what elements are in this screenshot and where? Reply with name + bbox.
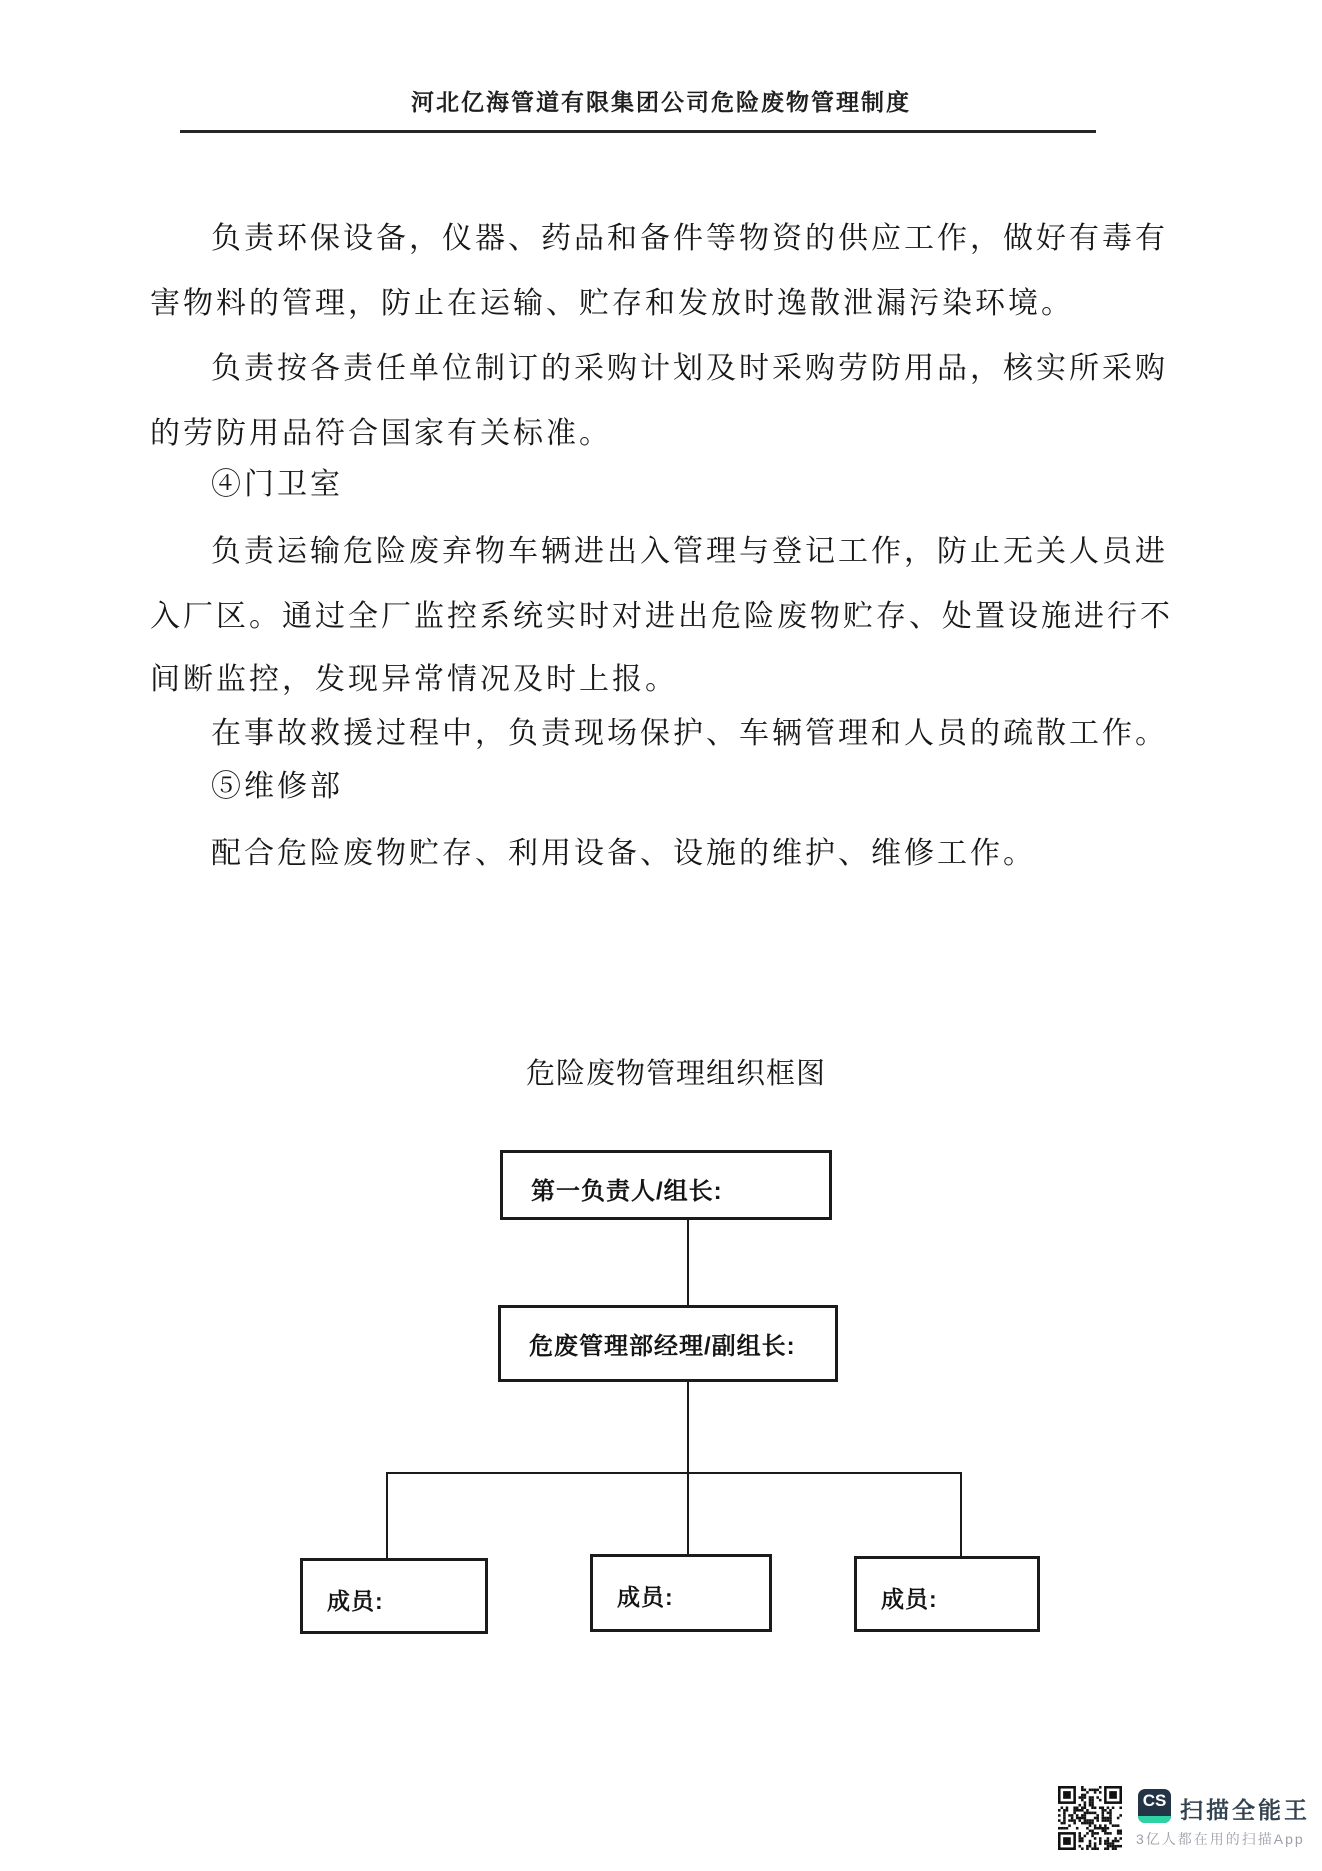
connector-drop-member-3 bbox=[960, 1472, 962, 1557]
org-node-deputy bbox=[498, 1305, 838, 1382]
camscanner-logo-text: CS bbox=[1142, 1791, 1167, 1810]
org-node-member-3 bbox=[854, 1556, 1040, 1632]
connector-deputy-bus bbox=[687, 1381, 689, 1473]
body-line: 入厂区。通过全厂监控系统实时对进出危险废物贮存、处置设施进行不 bbox=[150, 600, 1173, 633]
org-node-member-3-label: 成员: bbox=[881, 1586, 938, 1612]
org-node-member-1-label: 成员: bbox=[327, 1588, 384, 1614]
section-heading-gatehouse: ④门卫室 bbox=[211, 468, 343, 501]
body-line: 害物料的管理，防止在运输、贮存和发放时逸散泄漏污染环境。 bbox=[150, 287, 1074, 320]
header-rule bbox=[180, 130, 1096, 133]
org-node-member-2 bbox=[590, 1554, 772, 1632]
page-header-title: 河北亿海管道有限集团公司危险废物管理制度 bbox=[411, 90, 911, 115]
body-line: 负责按各责任单位制订的采购计划及时采购劳防用品，核实所采购 bbox=[211, 352, 1168, 385]
org-node-member-2-label: 成员: bbox=[617, 1584, 674, 1610]
connector-drop-member-2 bbox=[687, 1472, 689, 1555]
org-node-leader bbox=[500, 1150, 832, 1220]
body-line: 负责环保设备，仪器、药品和备件等物资的供应工作，做好有毒有 bbox=[211, 222, 1168, 255]
body-line: 配合危险废物贮存、利用设备、设施的维护、维修工作。 bbox=[211, 837, 1036, 870]
section-heading-maintenance: ⑤维修部 bbox=[211, 770, 343, 803]
connector-bus bbox=[386, 1472, 962, 1474]
org-node-member-1 bbox=[300, 1558, 488, 1634]
qr-code bbox=[1058, 1786, 1122, 1850]
body-line: 负责运输危险废弃物车辆进出入管理与登记工作，防止无关人员进 bbox=[211, 535, 1168, 568]
org-node-deputy-label: 危废管理部经理/副组长: bbox=[529, 1333, 796, 1360]
connector-leader-deputy bbox=[687, 1219, 689, 1307]
scanner-app-tagline: 3亿人都在用的扫描App bbox=[1136, 1831, 1305, 1847]
org-chart-title: 危险废物管理组织框图 bbox=[525, 1058, 826, 1090]
camscanner-logo bbox=[1138, 1789, 1171, 1823]
scanner-app-name: 扫描全能王 bbox=[1180, 1797, 1310, 1823]
body-line: 在事故救援过程中，负责现场保护、车辆管理和人员的疏散工作。 bbox=[211, 717, 1168, 750]
org-node-leader-label: 第一负责人/组长: bbox=[531, 1178, 723, 1205]
connector-drop-member-1 bbox=[386, 1472, 388, 1559]
body-line: 间断监控，发现异常情况及时上报。 bbox=[150, 663, 678, 696]
body-line: 的劳防用品符合国家有关标准。 bbox=[150, 417, 612, 450]
camscanner-logo-accent bbox=[1138, 1816, 1171, 1823]
